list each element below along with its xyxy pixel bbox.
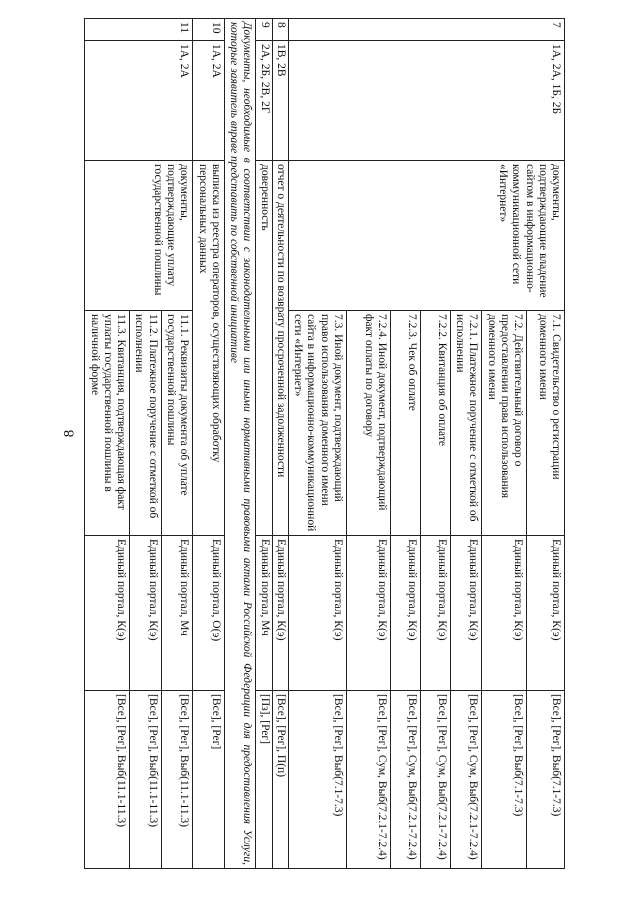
submission-channel: Единый портал, К(э) [390, 536, 420, 691]
requirement-rule: [Все], [Рег], Выб(7.1-7.3) [527, 691, 565, 869]
subdocument: 11.3. Квитанция, подтверждающая факт уплаты государственной пошлины в наличной форме [85, 311, 130, 536]
requirement-rule: [Пз], [Рег] [256, 691, 272, 869]
document-name: отчет о деятельности по возврату просроченной задолженности [272, 161, 288, 536]
requirement-rule: [Все], [Рег], Сум, Выб(7.2.1-7.2.4) [346, 691, 390, 869]
applicant-groups: 1В, 2В [272, 41, 288, 161]
requirement-rule: [Все], [Рег], Выб(7.1-7.3) [288, 691, 346, 869]
subdocument: 7.2. Действительный договор о предоставлении права использования доменного имени [482, 311, 527, 536]
requirement-rule: [Все], [Рег], Сум, Выб(7.2.1-7.2.4) [450, 691, 481, 869]
applicant-groups: 1А, 2А [193, 41, 225, 161]
table-row [225, 19, 256, 869]
applicant-groups: 1А, 2А, 1Б, 2Б [288, 41, 564, 161]
row-number: 7 [288, 19, 564, 41]
table-row [161, 19, 192, 869]
table-row [527, 19, 565, 869]
page-number: 8 [61, 429, 78, 438]
documents-table [85, 18, 566, 869]
row-number: 10 [193, 19, 225, 41]
requirement-rule: [Все], [Рег], Выб(11.1-11.3) [85, 691, 130, 869]
submission-channel: Единый портал, К(э) [420, 536, 450, 691]
subdocument: 7.3. Иной документ, подтверждающий право использования доменного имени сайта в информационно-коммуникационной сети «Интернет» [288, 311, 346, 536]
subdocument: 11.1. Реквизиты документа об уплате государственной пошлины [161, 311, 192, 536]
submission-channel: Единый портал, К(э) [272, 536, 288, 691]
subdocument: 7.2.4. Иной документ, подтверждающий факт оплаты по договору [346, 311, 390, 536]
submission-channel: Единый портал, Мч [161, 536, 192, 691]
submission-channel: Единый портал, К(э) [346, 536, 390, 691]
subdocument: 11.2. Платежное поручение с отметкой об исполнении [130, 311, 161, 536]
subdocument: 7.2.1. Платежное поручение с отметкой об исполнении [450, 311, 481, 536]
requirement-rule: [Все], [Рег], П(п) [272, 691, 288, 869]
requirement-rule: [Все], [Рег], Сум, Выб(7.2.1-7.2.4) [390, 691, 420, 869]
subdocument: 7.2.2. Квитанция об оплате [420, 311, 450, 536]
submission-channel: Единый портал, О(э) [193, 536, 225, 691]
table-row [272, 19, 288, 869]
submission-channel: Единый портал, К(э) [130, 536, 161, 691]
requirement-rule: [Все], [Рег], Выб(11.1-11.3) [161, 691, 192, 869]
submission-channel: Единый портал, К(э) [482, 536, 527, 691]
document-name: документы, подтверждающие уплату государственной пошлины [85, 161, 193, 311]
document-name: документы, подтверждающие владение сайтом в информационно-коммуникационной сети «Интернет» [288, 161, 564, 311]
document-name: выписка из реестра операторов, осуществляющих обработку персональных данных [193, 161, 225, 536]
table-row [256, 19, 272, 869]
row-number: 9 [256, 19, 272, 41]
submission-channel: Единый портал, К(э) [527, 536, 565, 691]
submission-channel: Единый портал, К(э) [288, 536, 346, 691]
table-row [193, 19, 225, 869]
rotated-table-container [90, 18, 565, 868]
requirement-rule: [Все], [Рег], Выб(11.1-11.3) [130, 691, 161, 869]
section-header: Документы, необходимые в соответствии с законодательными или иными нормативными правовыми актами Российской Федерации для предоставления Услуги, которые заявитель вправе представить по собственной инициативе [225, 19, 256, 869]
submission-channel: Единый портал, Мч [256, 536, 272, 691]
requirement-rule: [Все], [Рег], Сум, Выб(7.2.1-7.2.4) [420, 691, 450, 869]
subdocument: 7.1. Свидетельство о регистрации доменного имени [527, 311, 565, 536]
row-number: 11 [85, 19, 193, 41]
requirement-rule: [Все], [Рег], Выб(7.1-7.3) [482, 691, 527, 869]
requirement-rule: [Все], [Рег] [193, 691, 225, 869]
row-number: 8 [272, 19, 288, 41]
subdocument: 7.2.3. Чек об оплате [390, 311, 420, 536]
document-name: доверенность [256, 161, 272, 536]
applicant-groups: 1А, 2А [85, 41, 193, 161]
submission-channel: Единый портал, К(э) [85, 536, 130, 691]
submission-channel: Единый портал, К(э) [450, 536, 481, 691]
applicant-groups: 2А, 2Б, 2В, 2Г [256, 41, 272, 161]
